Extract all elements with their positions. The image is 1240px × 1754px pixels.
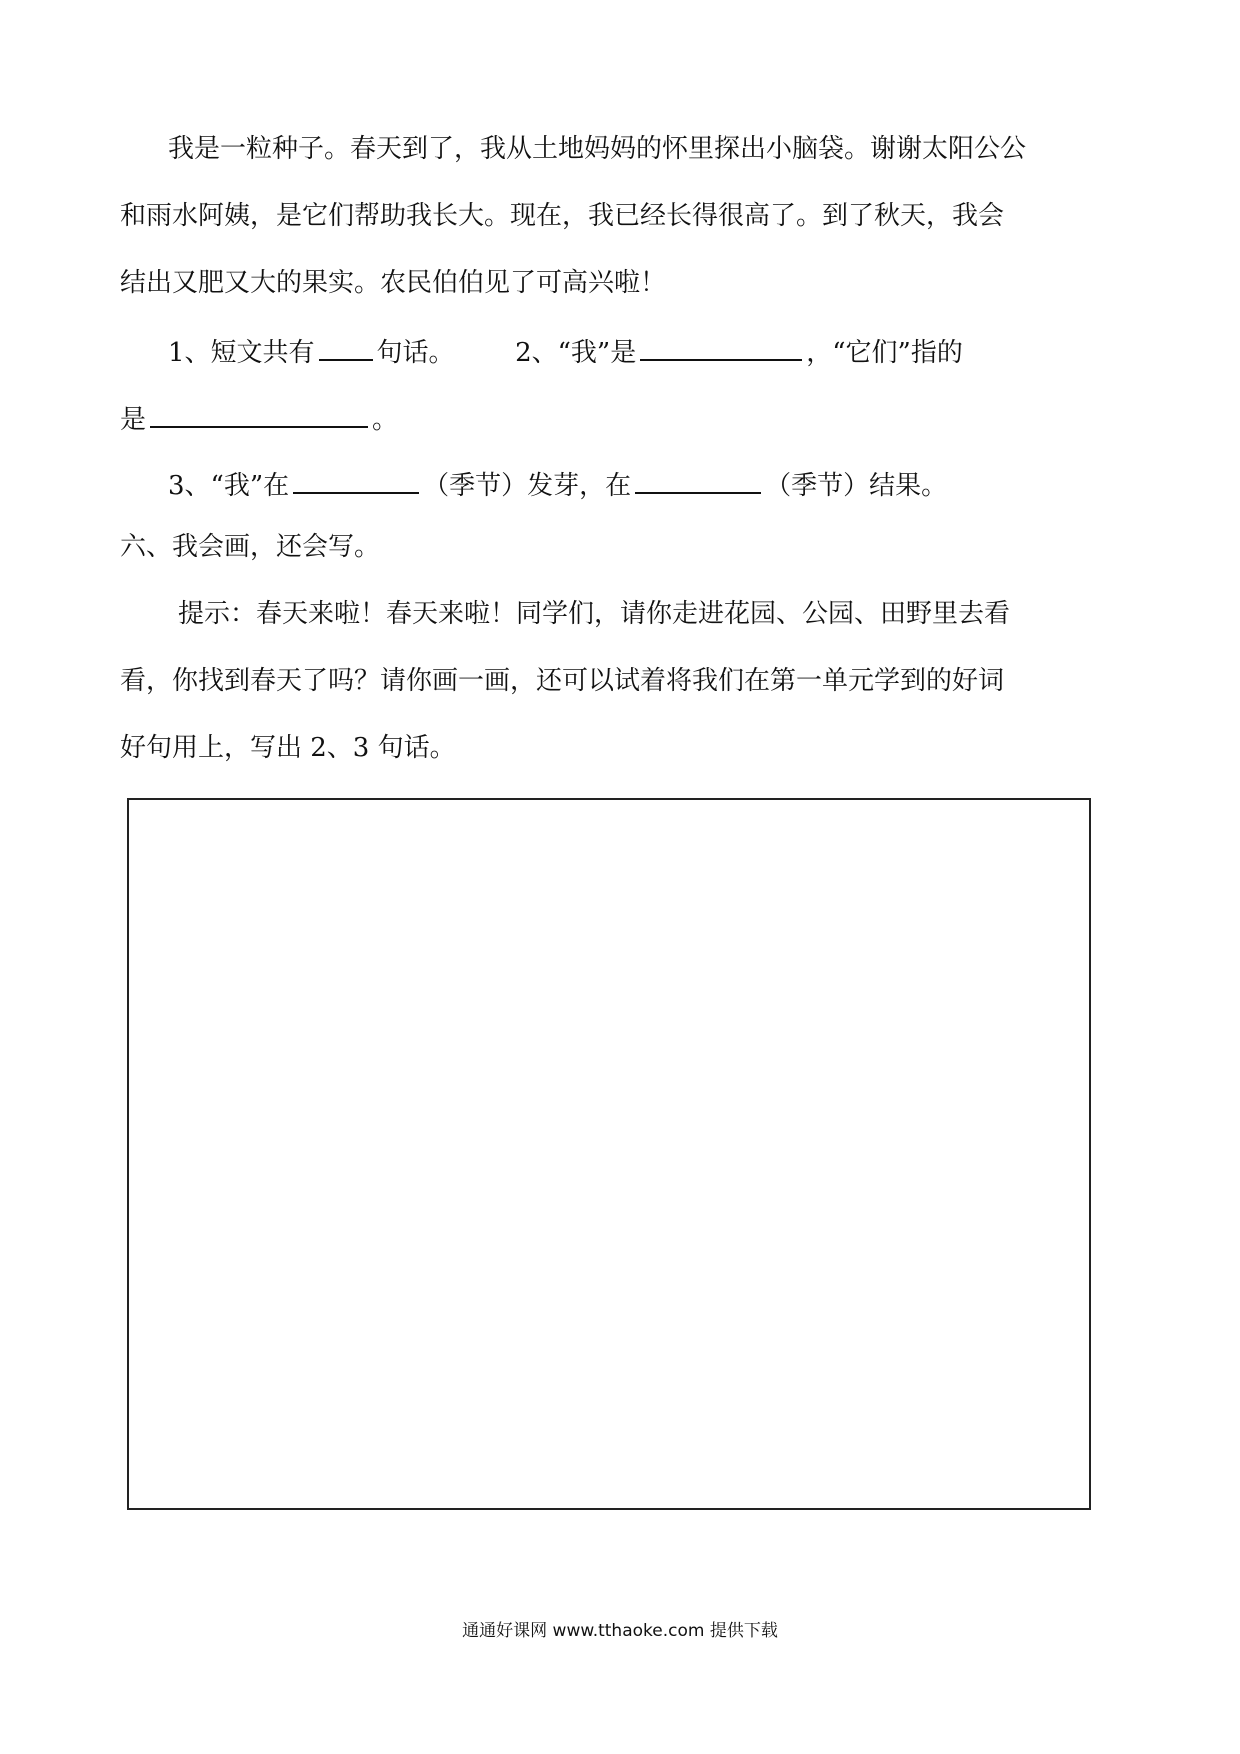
q3-suffix: （季节）结果。 [765,471,948,501]
q3-blank-2[interactable] [635,466,761,494]
q3-prefix: 3、“我”在 [168,471,290,501]
footer-text: 通通好课网 www.tthaoke.com 提供下载 [462,1621,778,1641]
passage-line-3: 结出又肥又大的果实。农民伯伯见了可高兴啦！ [120,268,667,298]
passage-line-2: 和雨水阿姨，是它们帮助我长大。现在，我已经长得很高了。到了秋天，我会 [120,201,1005,231]
q2-mid: ，“它们”指的 [806,338,963,368]
question-row-1 [168,333,963,370]
hint-line-3: 好句用上，写出 2、3 句话。 [120,733,456,763]
passage-line-1: 我是一粒种子。春天到了，我从土地妈妈的怀里探出小脑袋。谢谢太阳公公 [168,134,1027,164]
q2-prefix: 2、“我”是 [515,338,637,368]
q1-prefix: 1、短文共有 [168,338,315,368]
q3-blank-1[interactable] [293,466,419,494]
section-6-heading: 六、我会画，还会写。 [120,532,381,562]
question-row-3 [168,466,947,503]
q1-blank[interactable] [319,333,373,361]
hint-line-1: 提示：春天来啦！春天来啦！同学们，请你走进花园、公园、田野里去看 [178,599,1011,629]
question-row-2 [120,400,398,437]
hint-line-2: 看，你找到春天了吗？请你画一画，还可以试着将我们在第一单元学到的好词 [120,666,1005,696]
q1-suffix: 句话。 [376,338,455,368]
q3-mid: （季节）发芽，在 [423,471,632,501]
q2-line2-prefix: 是 [120,405,147,435]
q2-line2-suffix: 。 [372,405,399,435]
q2-blank-1[interactable] [640,333,802,361]
drawing-area[interactable] [127,798,1091,1510]
q2-blank-2[interactable] [150,400,368,428]
